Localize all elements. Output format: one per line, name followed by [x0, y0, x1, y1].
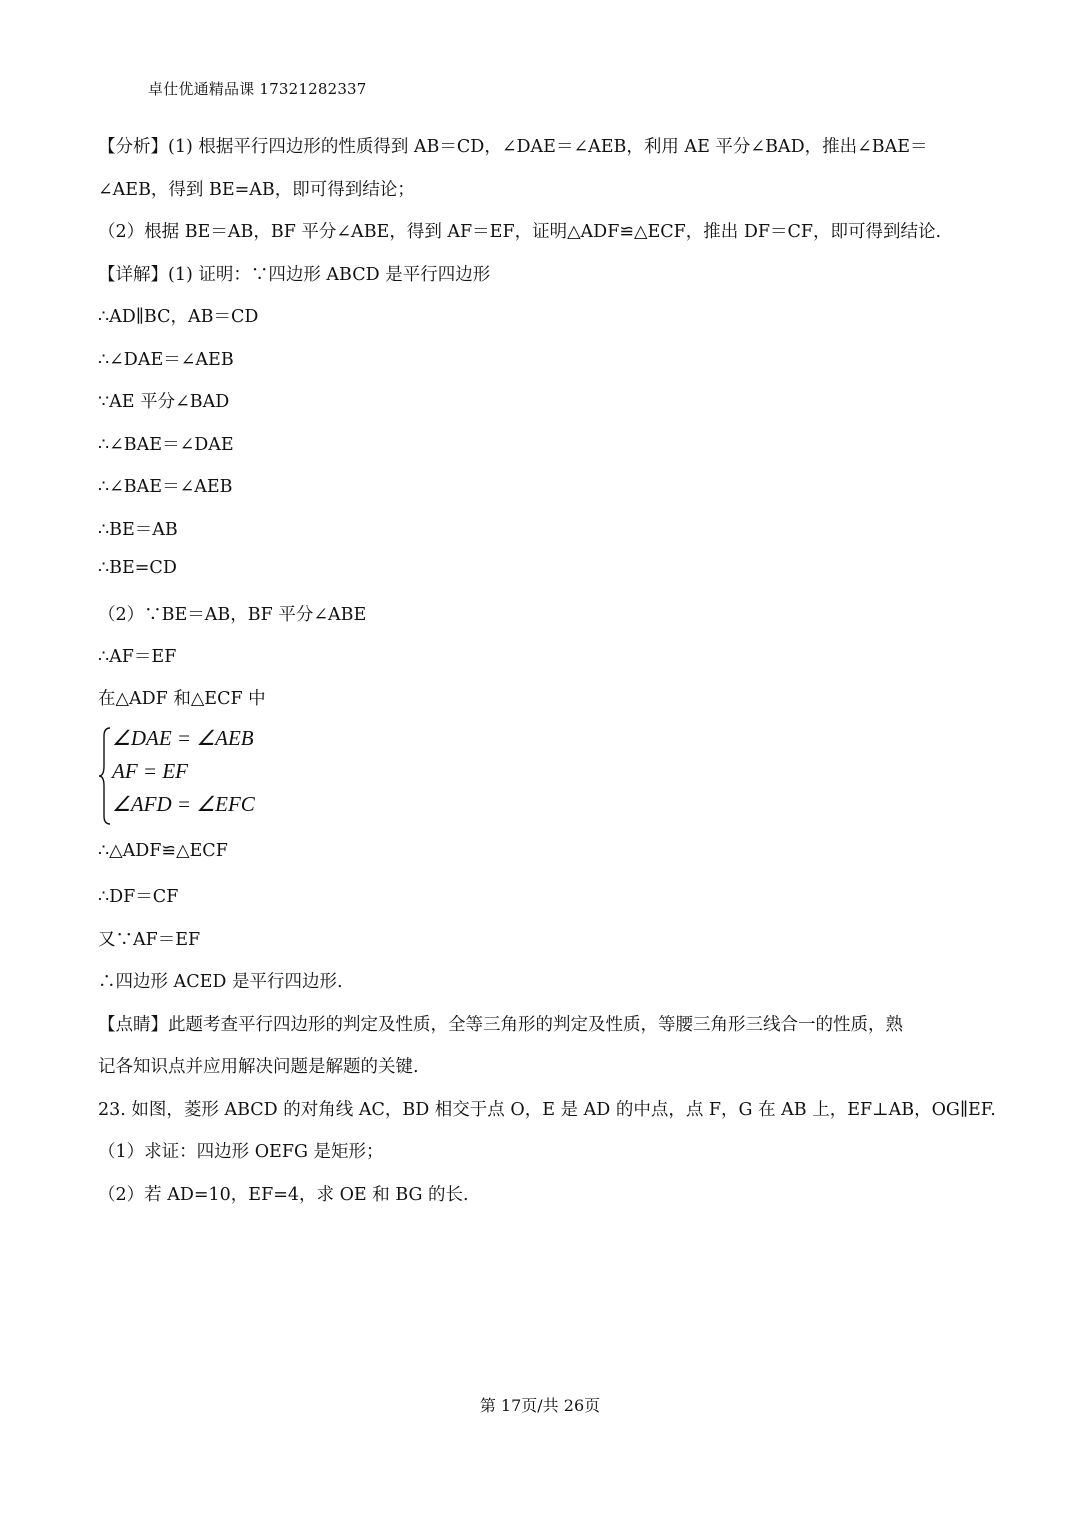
- text-line: ∴∠BAE＝∠AEB: [98, 477, 233, 497]
- text-line: 又∵AF＝EF: [98, 930, 201, 950]
- text-line: （1）求证：四边形 OEFG 是矩形；: [98, 1142, 384, 1162]
- system-row: AF = EF: [112, 759, 188, 783]
- page-footer: 第 17页/共 26页: [479, 1396, 601, 1415]
- text-line: （2）根据 BE＝AB，BF 平分∠ABE，得到 AF＝EF，证明△ADF≌△ECF，推出 DF＝CF，即可得到结论.: [98, 222, 942, 242]
- text-line: 23. 如图，菱形 ABCD 的对角线 AC，BD 相交于点 O，E 是 AD 的中点，点 F，G 在 AB 上，EF⊥AB，OG∥EF.: [98, 1100, 996, 1120]
- text-line: ∴四边形 ACED 是平行四边形.: [98, 972, 343, 992]
- text-line: ∴DF＝CF: [98, 887, 179, 907]
- text-line: ∠AEB，得到 BE=AB，即可得到结论；: [98, 180, 415, 200]
- text-line: ∴BE＝AB: [98, 520, 178, 540]
- text-line: ∴AD∥BC，AB＝CD: [98, 307, 259, 327]
- text-line: ∴AF＝EF: [98, 647, 177, 667]
- text-line: ∴∠BAE＝∠DAE: [98, 435, 234, 455]
- text-line: 【详解】(1) 证明：∵四边形 ABCD 是平行四边形: [98, 265, 491, 285]
- page-header: 卓仕优通精品课 17321282337: [148, 80, 367, 98]
- text-line: 在△ADF 和△ECF 中: [98, 689, 266, 709]
- text-line: ∵AE 平分∠BAD: [98, 392, 230, 412]
- text-line: （2）∵BE＝AB，BF 平分∠ABE: [98, 605, 367, 625]
- text-line: ∴BE=CD: [98, 558, 177, 578]
- system-row: ∠DAE = ∠AEB: [112, 726, 254, 750]
- text-line: 【点睛】此题考查平行四边形的判定及性质，全等三角形的判定及性质，等腰三角形三线合一的性质，熟: [98, 1015, 903, 1035]
- left-brace-icon: [98, 726, 112, 826]
- text-line: ∴△ADF≌△ECF: [98, 841, 228, 861]
- text-line: 【分析】(1) 根据平行四边形的性质得到 AB＝CD，∠DAE＝∠AEB，利用 AE 平分∠BAD，推出∠BAE＝: [98, 137, 928, 157]
- text-line: （2）若 AD=10，EF=4，求 OE 和 BG 的长.: [98, 1185, 469, 1205]
- system-row: ∠AFD = ∠EFC: [112, 792, 255, 816]
- equation-system: [98, 726, 398, 826]
- text-line: ∴∠DAE＝∠AEB: [98, 350, 234, 370]
- text-line: 记各知识点并应用解决问题是解题的关键.: [98, 1057, 419, 1077]
